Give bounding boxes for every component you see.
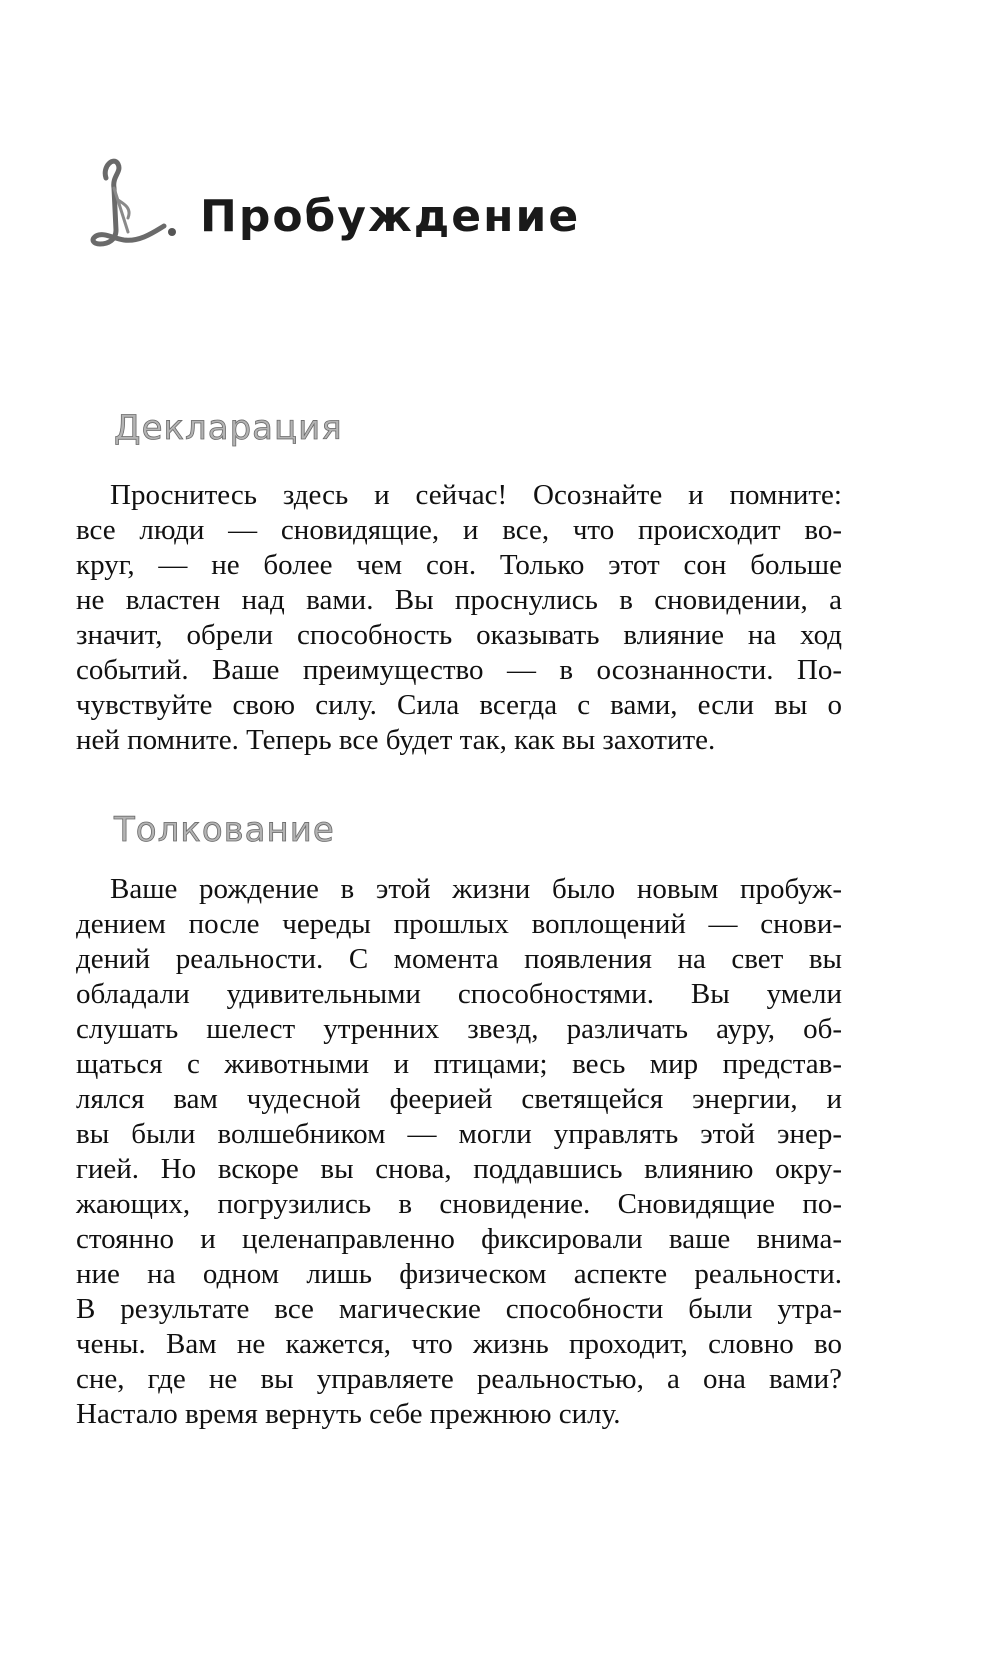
chapter-title: Пробуждение bbox=[200, 191, 581, 242]
text-line: обладали удивительными способностями. Вы умели bbox=[76, 978, 842, 1010]
text-line: дений реальности. С момента появления на свет вы bbox=[76, 943, 842, 975]
chapter-number-ornament bbox=[84, 148, 184, 258]
text-line: вы были волшебником — могли управлять этой энер- bbox=[76, 1118, 842, 1150]
text-line: Ваше рождение в этой жизни было новым пробуж- bbox=[110, 873, 842, 905]
chapter-heading bbox=[84, 148, 844, 258]
text-line: ние на одном лишь физическом аспекте реальности. bbox=[76, 1258, 842, 1290]
text-line: сне, где не вы управляете реальностью, а она вами? bbox=[76, 1363, 842, 1395]
text-line: Настало время вернуть себе прежнюю силу. bbox=[76, 1398, 621, 1430]
text-line: ней помните. Теперь все будет так, как вы захотите. bbox=[76, 724, 716, 756]
text-line: значит, обрели способность оказывать влияние на ход bbox=[76, 619, 842, 651]
text-line: В результате все магические способности были утра- bbox=[76, 1293, 842, 1325]
paragraph-interpretation bbox=[76, 872, 842, 1432]
text-line: Проснитесь здесь и сейчас! Осознайте и помните: bbox=[110, 479, 842, 511]
text-line: чувствуйте свою силу. Сила всегда с вами, если вы о bbox=[76, 689, 842, 721]
text-line: щаться с животными и птицами; весь мир представ- bbox=[76, 1048, 842, 1080]
text-line: жающих, погрузились в сновидение. Сновидящие по- bbox=[76, 1188, 842, 1220]
section-heading-interpretation: Толкование bbox=[114, 810, 335, 850]
text-line: лялся вам чудесной феерией светящейся энергии, и bbox=[76, 1083, 842, 1115]
text-line: стоянно и целенаправленно фиксировали ваше внима- bbox=[76, 1223, 842, 1255]
text-line: гией. Но вскоре вы снова, поддавшись влиянию окру- bbox=[76, 1153, 842, 1185]
decorative-numeral-one-icon bbox=[84, 148, 184, 258]
text-line: дением после череды прошлых воплощений — снови- bbox=[76, 908, 842, 940]
text-line: чены. Вам не кажется, что жизнь проходит, словно во bbox=[76, 1328, 842, 1360]
text-line: круг, — не более чем сон. Только этот сон больше bbox=[76, 549, 842, 581]
text-line: не властен над вами. Вы проснулись в сновидении, а bbox=[76, 584, 842, 616]
paragraph-declaration bbox=[76, 478, 842, 758]
text-line: слушать шелест утренних звезд, различать ауру, об- bbox=[76, 1013, 842, 1045]
text-line: все люди — сновидящие, и все, что происходит во- bbox=[76, 514, 842, 546]
text-line: событий. Ваше преимущество — в осознанности. По- bbox=[76, 654, 842, 686]
section-heading-declaration: Декларация bbox=[114, 408, 343, 448]
